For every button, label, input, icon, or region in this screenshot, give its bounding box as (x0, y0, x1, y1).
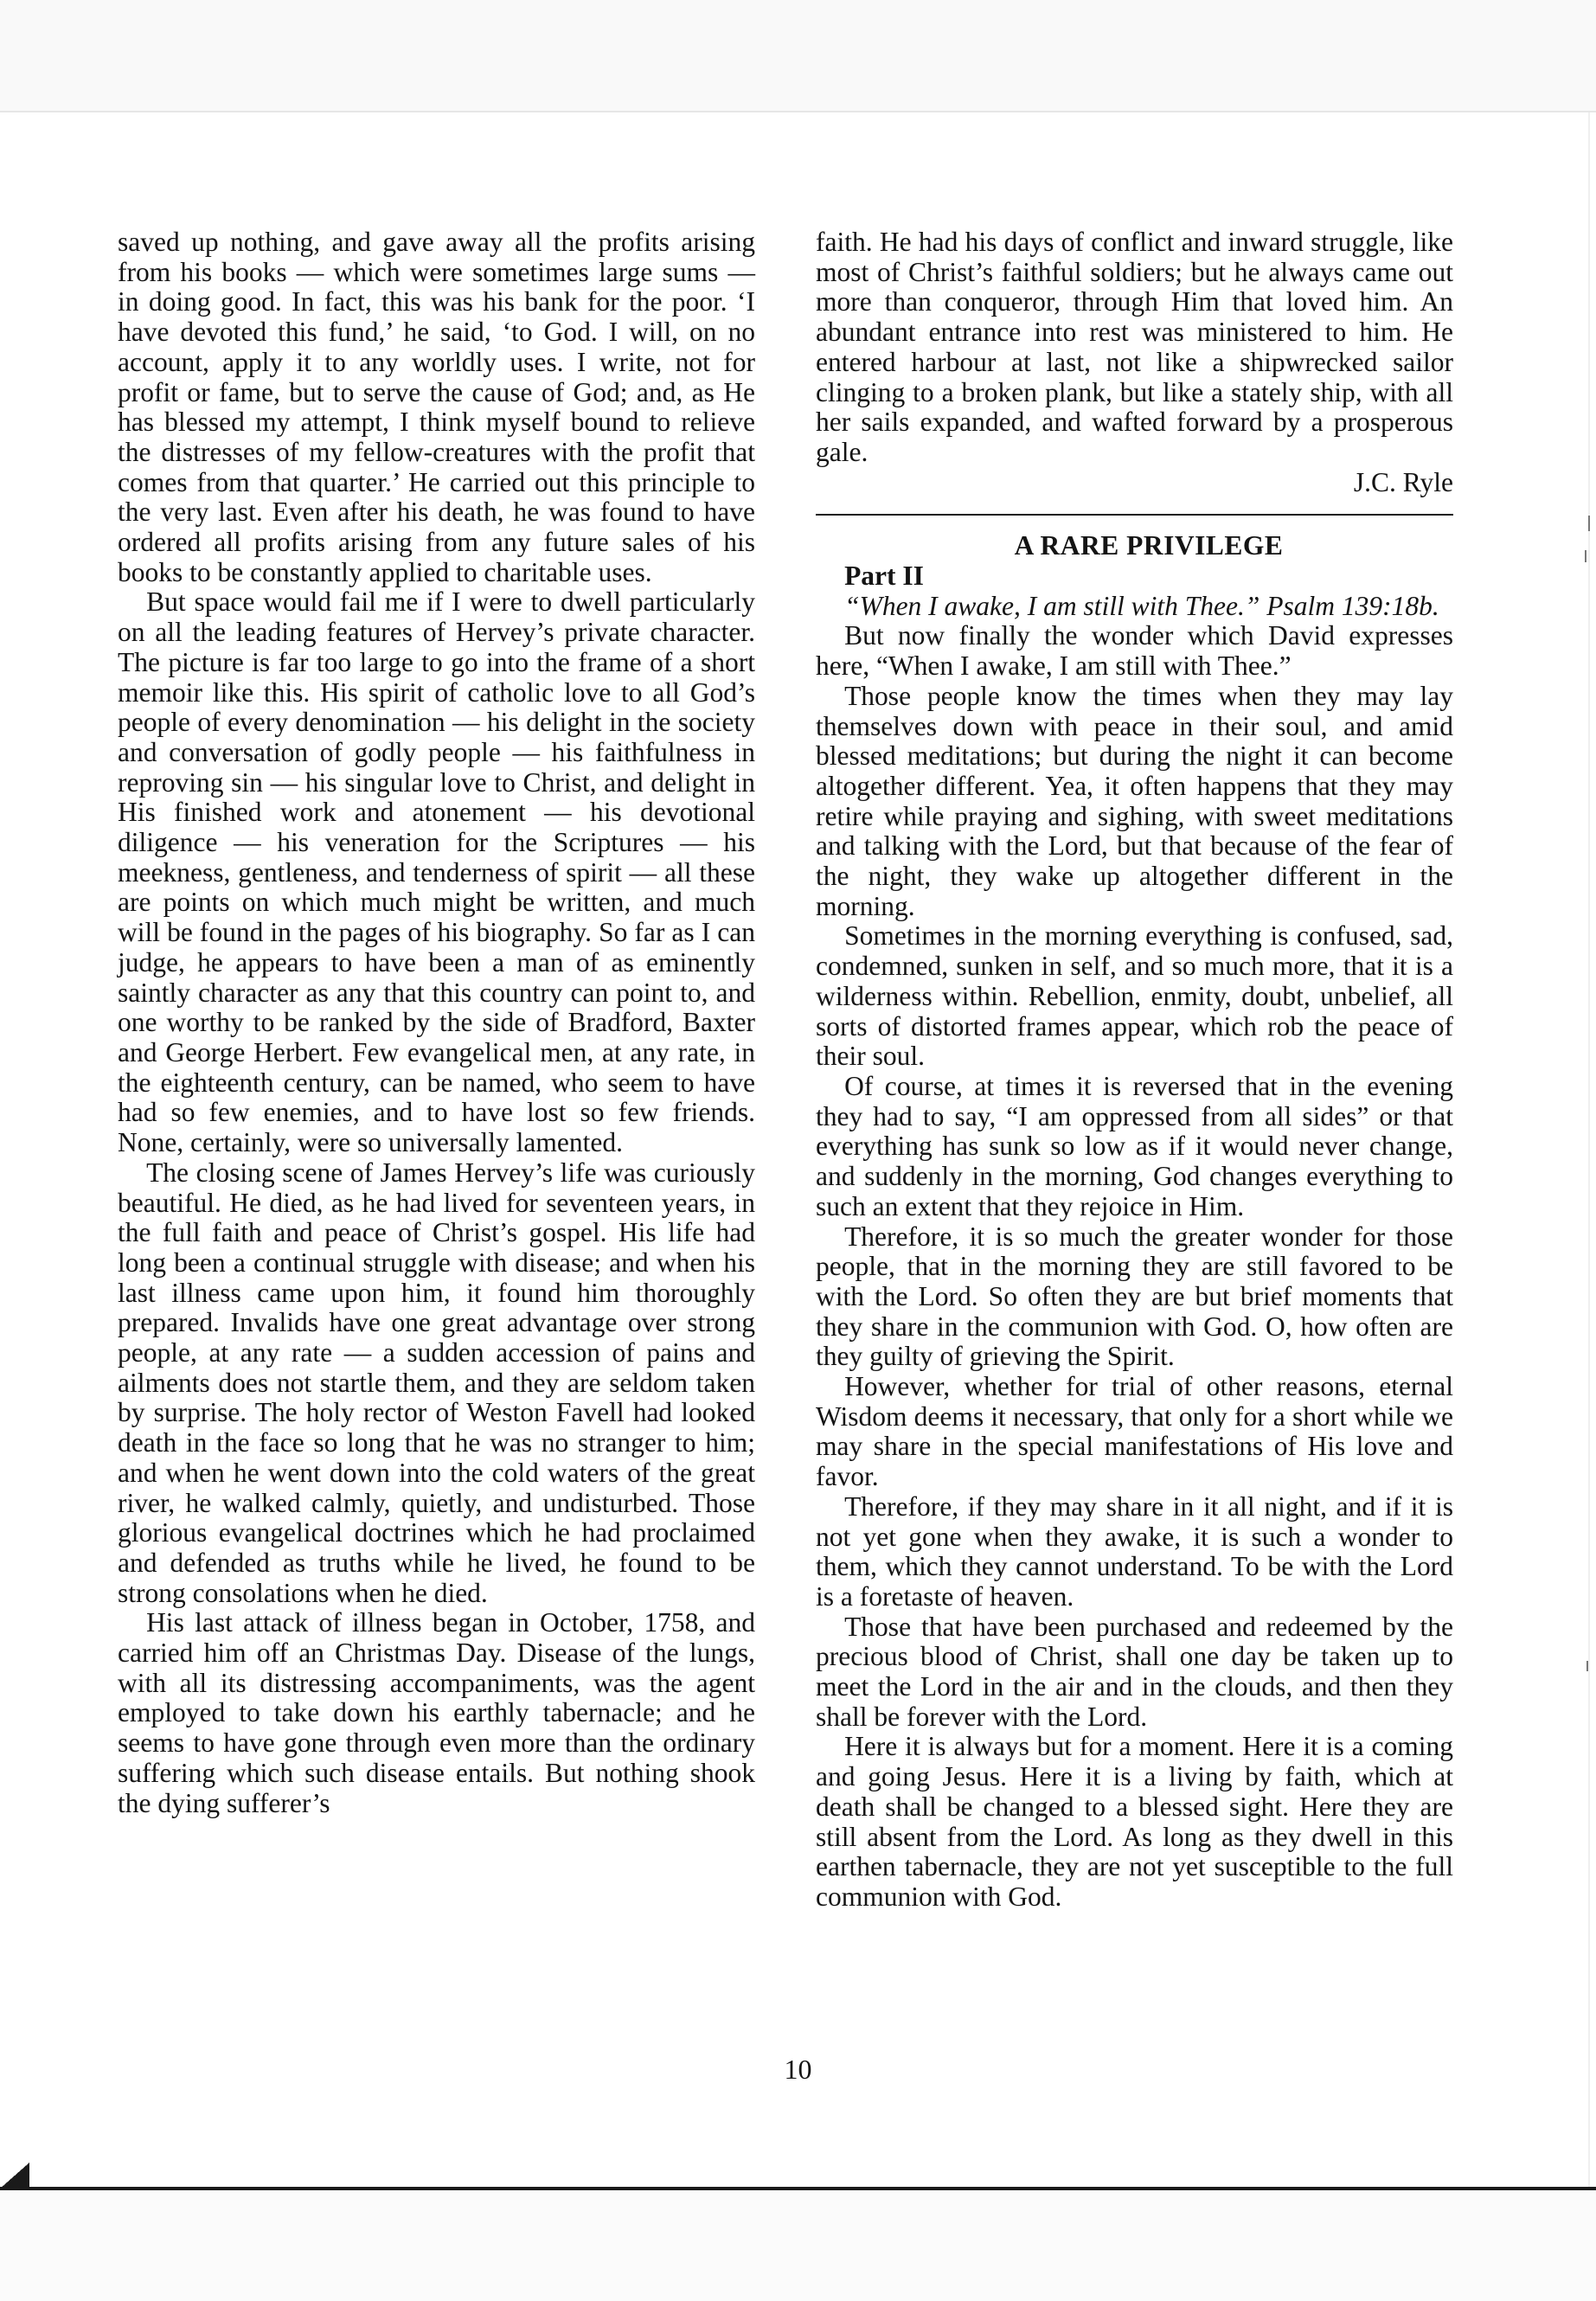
author-signature: J.C. Ryle (1353, 466, 1453, 497)
scan-bottom-margin (0, 2190, 1596, 2301)
margin-speck (1588, 516, 1590, 531)
margin-speck (1585, 550, 1586, 562)
body-paragraph: But space would fail me if I were to dwell particularly on all the leading features of Hervey’s private character. The picture is far too large to go into the frame of a short memoir like this. His spirit of catholic love to all God’s people of every denomination — his delight in the society and conversation of godly people — his faithfulness in reproving sin — his singular love to Christ, and delight in His finished work and atonement — his devotional diligence — his veneration for the Scriptures — his meekness, gentleness, and tenderness of spirit — all these are points on which much might be written, and much will be found in the pages of his biography. So far as I can judge, he appears to have been a man of as eminently saintly character as any that this country can point to, and one worthy to be ranked by the side of Bradford, Baxter and George Herbert. Few evangelical men, at any rate, in the eighteenth century, can be named, who seem to have had so few enemies, and to have lost so few friends. None, certainly, were so universally lamented. (118, 586, 755, 1158)
scan-corner-mark (0, 2163, 29, 2189)
part-label: Part II (844, 561, 924, 592)
page-right-edge (1588, 112, 1590, 2187)
body-paragraph: Therefore, if they may share in it all night, and if it is not yet gone when they awake, it is such a wonder to them, which they cannot understand. To be with the Lord is a foretaste of heaven. (816, 1490, 1453, 1612)
body-paragraph: However, whether for trial of other reasons, eternal Wisdom deems it necessary, that only for a short while we may share in the special manifestations of His love and favor. (816, 1371, 1453, 1492)
margin-speck (1586, 1661, 1588, 1671)
left-column (118, 228, 755, 1818)
body-paragraph: saved up nothing, and gave away all the profits arising from his books — which were sometimes large sums — in doing good. In fact, this was his bank for the poor. ‘I have devoted this fund,’ he said, ‘to God. I will, on no account, apply it to any worldly uses. I write, not for profit or fame, but to serve the cause of God; and, as He has blessed my attempt, I think myself bound to relieve the distresses of my fellow-creatures with the profit that comes from that quarter.’ He carried out this principle to the very last. Even after his death, he was found to have ordered all profits arising from any future sales of his books to be constantly applied to charitable uses. (118, 227, 755, 587)
body-paragraph: Therefore, it is so much the greater wonder for those people, that in the morning they are still favored to be with the Lord. So often they are but brief moments that they share in the communion with God. O, how often are they guilty of grieving the Spirit. (816, 1221, 1453, 1372)
body-paragraph: His last attack of illness began in October, 1758, and carried him off an Christmas Day. Disease of the lungs, with all its distressing accompaniments, was the agent employed to take down his earthly tabernacle; and he seems to have gone through even more than the ordinary suffering which such disease entails. But nothing shook the dying sufferer’s (118, 1607, 755, 1818)
body-paragraph: Here it is always but for a moment. Here it is a coming and going Jesus. Here it is a living by faith, which at death shall be changed to a blessed sight. Here they are still absent from the Lord. As long as they dwell in this earthen tabernacle, they are not yet susceptible to the full communion with God. (816, 1731, 1453, 1912)
scripture-verse: “When I awake, I am still with Thee.” Psalm 139:18b. (844, 590, 1439, 621)
body-paragraph: The closing scene of James Hervey’s life was curiously beautiful. He died, as he had lived for seventeen years, in the full faith and peace of Christ’s gospel. His life had long been a continual struggle with disease; and when his last illness came upon him, it found him thoroughly prepared. Invalids have one great advantage over strong people, at any rate — a sudden accession of pains and ailments does not startle them, and they are seldom taken by surprise. The holy rector of Weston Favell had looked death in the face so long that he was no stranger to him; and when he went down into the cold waters of the great river, he walked calmly, quietly, and undisturbed. Those glorious evangelical doctrines which he had proclaimed and defended as truths while he lived, he found to be strong consolations when he died. (118, 1157, 755, 1608)
body-paragraph: Of course, at times it is reversed that in the evening they had to say, “I am oppressed from all sides” or that everything has sunk so low as if it would never change, and suddenly in the morning, God changes everything to such an extent that they rejoice in Him. (816, 1070, 1453, 1221)
scan-top-margin (0, 0, 1596, 111)
body-paragraph: Sometimes in the morning everything is confused, sad, condemned, sunken in self, and so much more, that it is a wilderness within. Rebellion, enmity, doubt, unbelief, all sorts of distorted frames appear, which rob the peace of their soul. (816, 920, 1453, 1072)
right-column (816, 228, 1453, 1913)
page-number: 10 (784, 2054, 812, 2085)
body-paragraph: Those that have been purchased and redeemed by the precious blood of Christ, shall one day be taken up to meet the Lord in the air and in the clouds, and then they shall be forever with the Lord. (816, 1611, 1453, 1732)
section-divider (816, 514, 1453, 516)
body-paragraph: Those people know the times when they may lay themselves down with peace in their soul, and amid blessed meditations; but during the night it can become altogether different. Yea, it often happens that they may retire while praying and sighing, with sweet meditations and talking with the Lord, but that because of the fear of the night, they wake up altogether different in the morning. (816, 680, 1453, 921)
article-title: A RARE PRIVILEGE (1014, 530, 1284, 561)
page-top-edge (0, 111, 1596, 112)
body-paragraph: faith. He had his days of conflict and inward struggle, like most of Christ’s faithful soldiers; but he always came out more than conqueror, through Him that loved him. An abundant entrance into rest was ministered to him. He entered harbour at last, not like a shipwrecked sailor clinging to a broken plank, but like a stately ship, with all her sails expanded, and wafted forward by a prosperous gale. (816, 227, 1453, 467)
body-paragraph: But now finally the wonder which David expresses here, “When I awake, I am still with Thee.” (816, 620, 1453, 682)
